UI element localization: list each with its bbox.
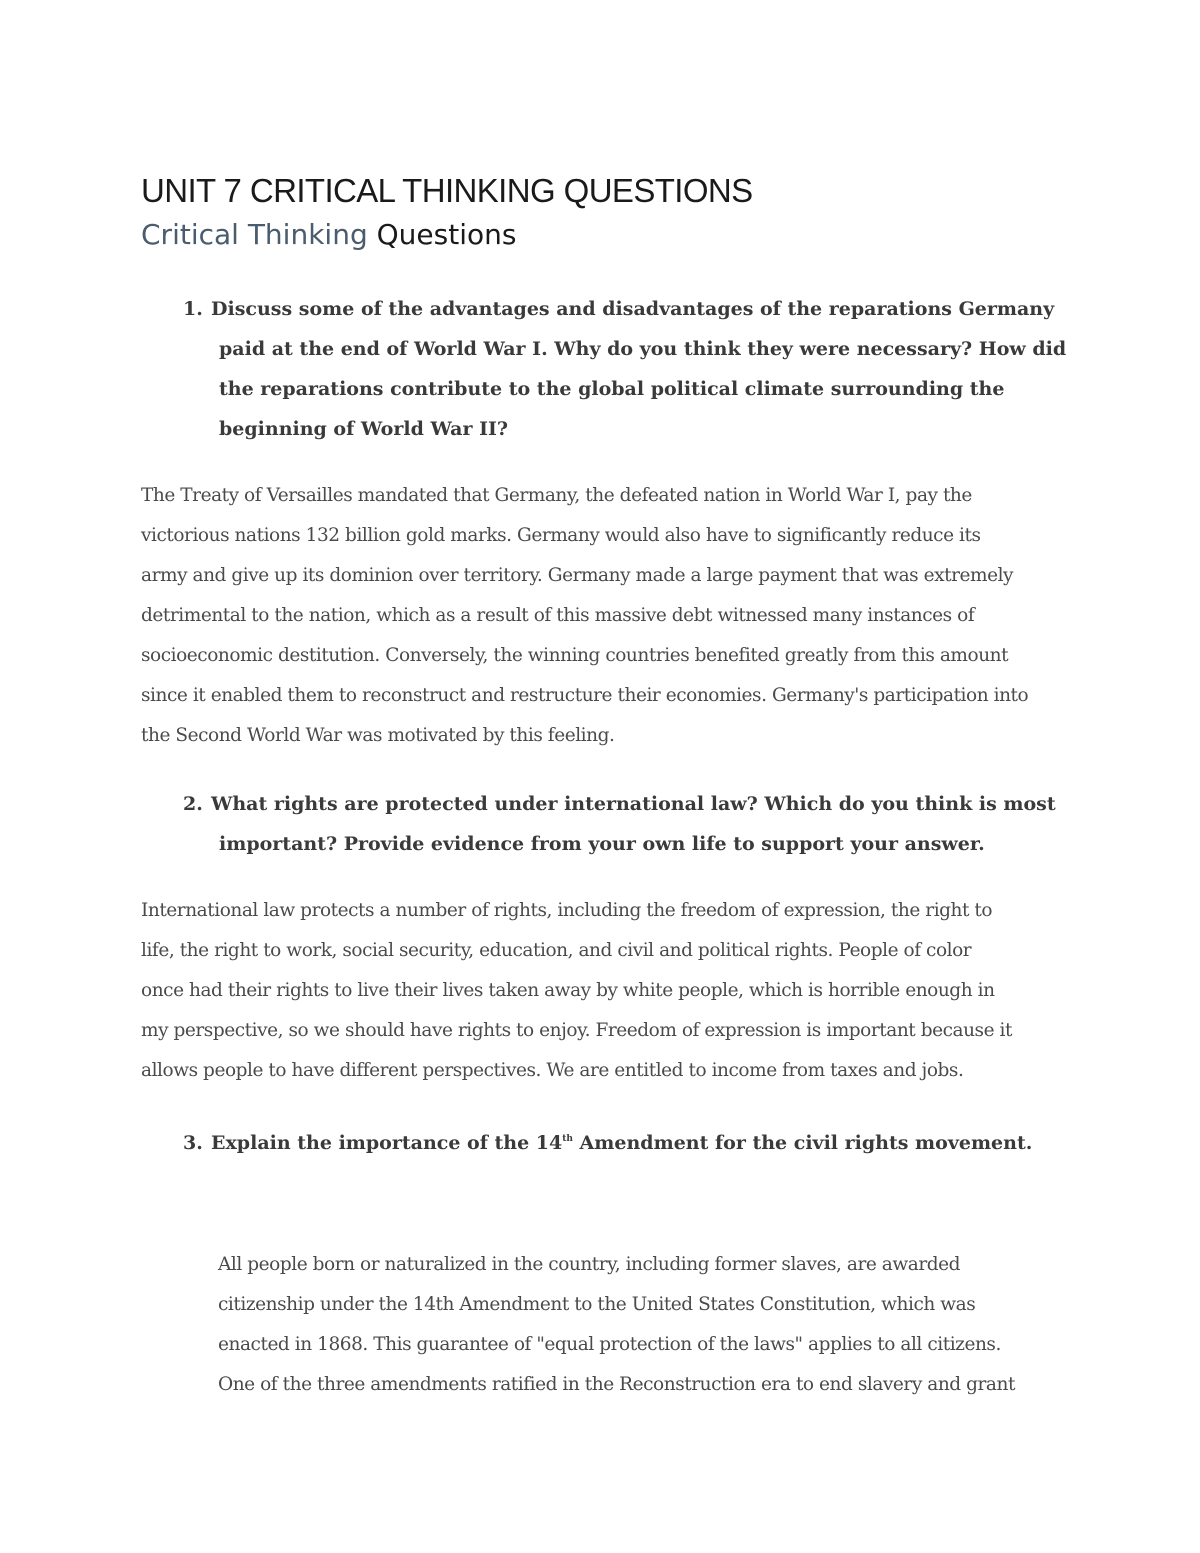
question-number: 3. <box>183 1132 203 1154</box>
subtitle-accent: Critical Thinking <box>141 218 368 251</box>
answer-3 <box>218 1245 1058 1405</box>
question-text: Discuss some of the advantages and disadvantages of the reparations Germany paid at the end of World War I. Why do you think they were necessary? How did the reparations contribute to the global political climate surrounding the beginning of World War II? <box>211 298 1067 440</box>
question-1 <box>183 289 1079 449</box>
answer-line: citizenship under the 14th Amendment to the United States Constitution, which was <box>218 1294 976 1315</box>
answer-line: once had their rights to live their lives taken away by white people, which is horrible enough in <box>141 980 995 1001</box>
answer-line: since it enabled them to reconstruct and restructure their economies. Germany's participation into <box>141 685 1029 706</box>
answer-1 <box>141 476 1066 756</box>
answer-line: detrimental to the nation, which as a result of this massive debt witnessed many instances of <box>141 605 975 626</box>
answer-line: All people born or naturalized in the country, including former slaves, are awarded <box>218 1254 961 1275</box>
question-text-after: Amendment for the civil rights movement. <box>572 1132 1033 1154</box>
question-number: 1. <box>183 298 203 320</box>
document-title: UNIT 7 CRITICAL THINKING QUESTIONS <box>141 172 753 209</box>
answer-line: victorious nations 132 billion gold marks. Germany would also have to significantly reduce its <box>141 525 981 546</box>
answer-line: allows people to have different perspectives. We are entitled to income from taxes and jobs. <box>141 1060 964 1081</box>
answer-line: The Treaty of Versailles mandated that Germany, the defeated nation in World War I, pay the <box>141 485 972 506</box>
question-number: 2. <box>183 793 203 815</box>
answer-line: the Second World War was motivated by this feeling. <box>141 725 615 746</box>
subtitle-rest: Questions <box>367 218 517 251</box>
question-3 <box>183 1119 1079 1163</box>
answer-line: army and give up its dominion over territory. Germany made a large payment that was extremely <box>141 565 1014 586</box>
answer-line: my perspective, so we should have rights to enjoy. Freedom of expression is important because it <box>141 1020 1012 1041</box>
answer-line: life, the right to work, social security, education, and civil and political rights. People of color <box>141 940 972 961</box>
answer-2 <box>141 891 1066 1091</box>
question-text-before: Explain the importance of the 14 <box>211 1132 563 1154</box>
answer-line: socioeconomic destitution. Conversely, the winning countries benefited greatly from this amount <box>141 645 1009 666</box>
answer-line: One of the three amendments ratified in the Reconstruction era to end slavery and grant <box>218 1374 1015 1395</box>
answer-line: International law protects a number of rights, including the freedom of expression, the right to <box>141 900 993 921</box>
question-2 <box>183 784 1079 864</box>
question-superscript: th <box>562 1134 573 1144</box>
document-subtitle <box>141 218 516 251</box>
question-text: What rights are protected under international law? Which do you think is most important? Provide evidence from your own life to support your answer. <box>211 793 1056 855</box>
answer-line: enacted in 1868. This guarantee of "equal protection of the laws" applies to all citizens. <box>218 1334 1001 1355</box>
